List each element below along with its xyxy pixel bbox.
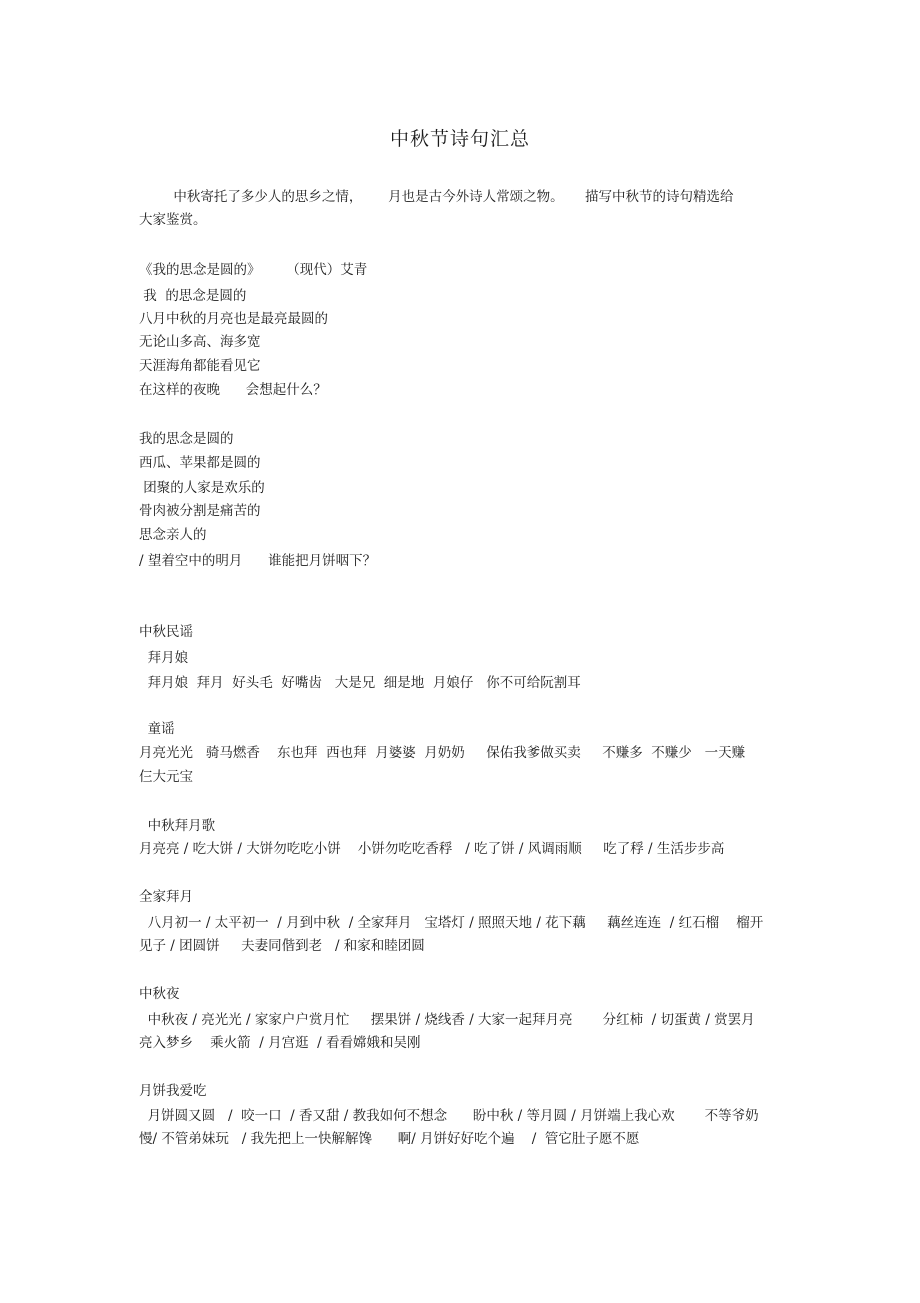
song-line: 见子 / 团圆饼 夫妻同偕到老 / 和家和睦团圆 <box>139 938 425 954</box>
poem-line: 无论山多高、海多宽 <box>139 334 261 350</box>
song-line: 拜月娘 拜月 好头毛 好嘴齿 大是兄 细是地 月娘仔 你不可给阮割耳 <box>139 675 581 691</box>
poem-heading: 《我的思念是圆的》 （现代）艾青 <box>139 262 368 278</box>
song-title: 拜月娘 <box>139 650 189 666</box>
poem-line: 西瓜、苹果都是圆的 <box>139 455 261 471</box>
song-line: 亮入梦乡 乘火箭 / 月宫逛 / 看看嫦娥和吴刚 <box>139 1035 421 1051</box>
song-line: 月亮亮 / 吃大饼 / 大饼勿吃吃小饼 小饼勿吃吃香稃 / 吃了饼 / 风调雨顺 吃了稃 / 生活步步高 <box>139 841 725 857</box>
poem-line: 天涯海角都能看见它 <box>139 358 261 374</box>
song-title: 月饼我爱吃 <box>139 1083 207 1099</box>
poem-line: / 望着空中的明月 谁能把月饼咽下？ <box>139 553 377 569</box>
song-line: 仨大元宝 <box>139 769 193 785</box>
document-title: 中秋节诗句汇总 <box>389 128 530 150</box>
song-title: 童谣 <box>139 721 175 737</box>
poem-line: 骨肉被分割是痛苦的 <box>139 503 261 519</box>
song-title: 中秋夜 <box>139 986 180 1002</box>
intro-line: 大家鉴赏。 <box>139 212 207 228</box>
poem-line: 我 的思念是圆的 <box>139 288 247 304</box>
poem-line: 团聚的人家是欢乐的 <box>139 480 265 496</box>
poem-line: 在这样的夜晚 会想起什么？ <box>139 382 327 398</box>
song-title: 中秋拜月歌 <box>139 818 216 834</box>
song-line: 月亮光光 骑马燃香 东也拜 西也拜 月婆婆 月奶奶 保佑我爹做买卖 不赚多 不赚少 一天赚 <box>139 745 746 761</box>
song-line: 八月初一 / 太平初一 / 月到中秋 / 全家拜月 宝塔灯 / 照照天地 / 花下藕 藕丝连连 / 红石榴 榴开 <box>139 915 764 931</box>
poem-line: 八月中秋的月亮也是最亮最圆的 <box>139 311 328 327</box>
song-line: 月饼圆又圆 / 咬一口 / 香又甜 / 教我如何不想念 盼中秋 / 等月圆 / 月饼端上我心欢 不等爷奶 <box>139 1108 759 1124</box>
song-line: 慢/ 不管弟妹玩 / 我先把上一快解解馋 啊/ 月饼好好吃个遍 / 管它肚子愿不愿 <box>139 1131 640 1147</box>
intro-line: 中秋寄托了多少人的思乡之情， 月也是古今外诗人常颂之物。 描写中秋节的诗句精选给 <box>139 189 734 205</box>
song-line: 中秋夜 / 亮光光 / 家家户户赏月忙 摆果饼 / 烧线香 / 大家一起拜月亮 分红柿 / 切蛋黄 / 赏罢月 <box>139 1012 755 1028</box>
poem-line: 我的思念是圆的 <box>139 431 234 447</box>
song-title: 全家拜月 <box>139 889 193 905</box>
section-heading: 中秋民谣 <box>139 624 193 640</box>
poem-line: 思念亲人的 <box>139 527 207 543</box>
